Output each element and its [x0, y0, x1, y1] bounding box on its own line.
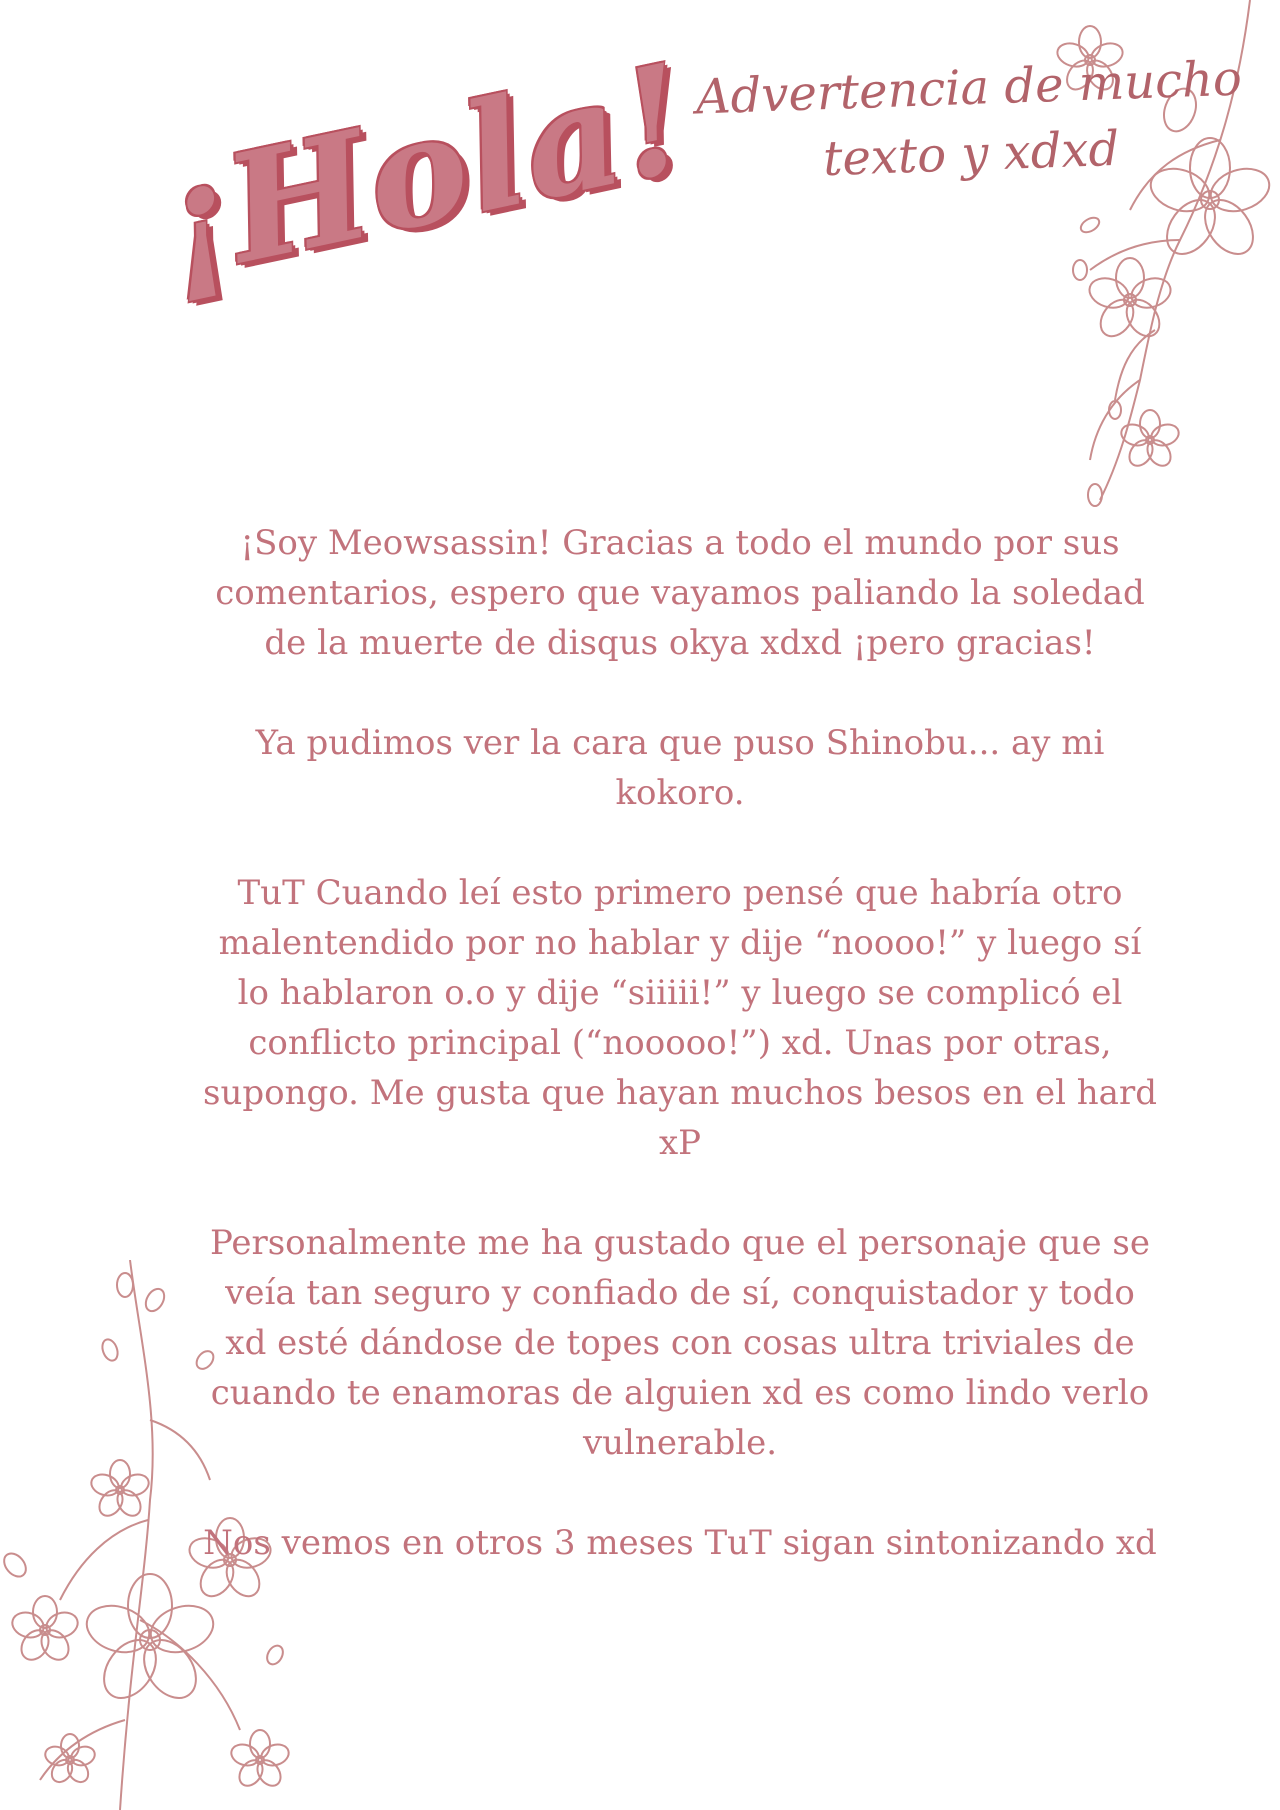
greeting-heading: ¡Hola! — [146, 29, 704, 311]
paragraph-reaction: TuT Cuando leí esto primero pensé que habría otro malentendido por no hablar y dije “noooo!” y luego sí lo hablaron o.o y dije “siiiii!” y luego se complicó el conflicto principal (“nooooo!”) xd. Unas por otras, supongo. Me gusta que hayan muchos besos en el hard xP — [203, 873, 1157, 1163]
paragraph-opinion: Personalmente me ha gustado que el personaje que se veía tan seguro y confiado de sí, conquistador y todo xd esté dándose de topes con cosas ultra triviales de cuando te enamoras de alguien xd es como lindo verlo vulnerable. — [209, 1223, 1150, 1463]
text-warning — [688, 45, 1252, 197]
paragraph-intro: ¡Soy Meowsassin! Gracias a todo el mundo por sus comentarios, espero que vayamos paliando la soledad de la muerte de disqus okya xdxd ¡pero gracias! — [215, 523, 1145, 663]
text-warning-line-2: texto y xdxd — [822, 121, 1121, 188]
paragraph-shinobu: Ya pudimos ver la cara que puso Shinobu... ay mi kokoro. — [255, 723, 1105, 813]
letter-body — [200, 518, 1160, 1618]
text-warning-line-1: Advertencia de mucho — [694, 50, 1243, 126]
paragraph-farewell: Nos vemos en otros 3 meses TuT sigan sintonizando xd — [203, 1523, 1157, 1563]
